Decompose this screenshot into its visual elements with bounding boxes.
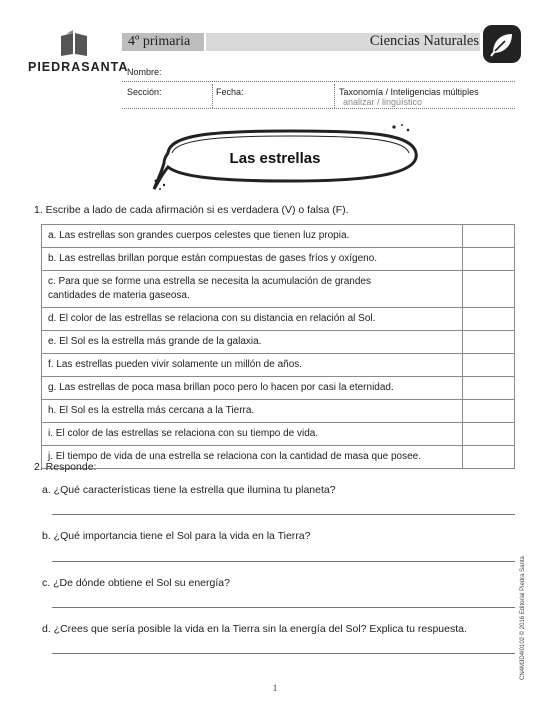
table-row [42,377,515,400]
page-number: 1 [272,683,278,693]
leaf-icon [489,31,515,57]
statement-cell: h. El Sol es la estrella más cercana a la Tierra. [42,400,463,423]
part2-instruction: 2. Responde: [34,461,97,473]
statement-cell: i. El color de las estrellas se relaciona con su tiempo de vida. [42,423,463,446]
statement-cell: b. Las estrellas brillan porque están compuestas de gases fríos y oxígeno. [42,248,463,271]
question-a: a. ¿Qué características tiene la estrella que ilumina tu planeta? [42,484,336,496]
section-line [122,108,515,109]
table-row [42,354,515,377]
statement-cell: a. Las estrellas son grandes cuerpos celestes que tienen luz propia. [42,225,463,248]
question-b: b. ¿Qué importancia tiene el Sol para la vida en la Tierra? [42,530,311,542]
subject-label: Ciencias Naturales [369,33,479,49]
answer-cell[interactable] [463,308,515,331]
statement-cell: e. El Sol es la estrella más grande de la galaxia. [42,331,463,354]
table-row [42,248,515,271]
part1-instruction: 1. Escribe a lado de cada afirmación si es verdadera (V) o falsa (F). [34,204,349,216]
name-line[interactable] [122,81,515,82]
copyright-vertical [520,548,532,680]
statement-cell: g. Las estrellas de poca masa brillan poco pero lo hacen por casi la eternidad. [42,377,463,400]
answer-cell[interactable] [463,271,515,308]
answer-cell[interactable] [463,248,515,271]
divider [212,84,213,108]
statement-cell: d. El color de las estrellas se relaciona con su distancia en relación al Sol. [42,308,463,331]
answer-cell[interactable] [463,225,515,248]
divider [334,84,335,108]
grade-label: 4º primaria [128,34,191,49]
answer-line-b[interactable] [52,561,515,562]
statement-cell: c. Para que se forme una estrella se necesita la acumulación de grandes cantidades de materia gaseosa. [42,271,463,308]
answer-line-d[interactable] [52,653,515,654]
taxonomy-values: analizar / lingüístico [343,97,423,107]
taxonomy-label: Taxonomía / Inteligencias múltiples [339,87,479,97]
table-row [42,331,515,354]
answer-cell[interactable] [463,423,515,446]
question-c: c. ¿De dónde obtiene el Sol su energía? [42,577,230,589]
answer-cell[interactable] [463,331,515,354]
statement-cell: j. El tiempo de vida de una estrella se relaciona con la cantidad de masa que posee. [42,446,463,469]
true-false-table [41,224,515,469]
date-label: Fecha: [216,87,244,97]
answer-cell[interactable] [463,400,515,423]
table-row [42,423,515,446]
answer-cell[interactable] [463,354,515,377]
copyright-text: CN4M3D4I0102 © 2016 Editorial Piedra Santa [520,556,526,680]
page-title: Las estrellas [229,150,321,167]
brand-name: PIEDRASANTA [28,60,129,74]
table-row [42,400,515,423]
answer-cell[interactable] [463,377,515,400]
name-label: Nombre: [127,67,162,77]
table-row [42,225,515,248]
table-row [42,308,515,331]
question-d: d. ¿Crees que sería posible la vida en la Tierra sin la energía del Sol? Explica tu respuesta. [42,623,467,635]
table-row [42,446,515,469]
answer-line-a[interactable] [52,514,515,515]
statement-cell: f. Las estrellas pueden vivir solamente un millón de años. [42,354,463,377]
answer-cell[interactable] [463,446,515,469]
section-label: Sección: [127,87,162,97]
book-icon [59,30,89,56]
answer-line-c[interactable] [52,607,515,608]
table-row [42,271,515,308]
